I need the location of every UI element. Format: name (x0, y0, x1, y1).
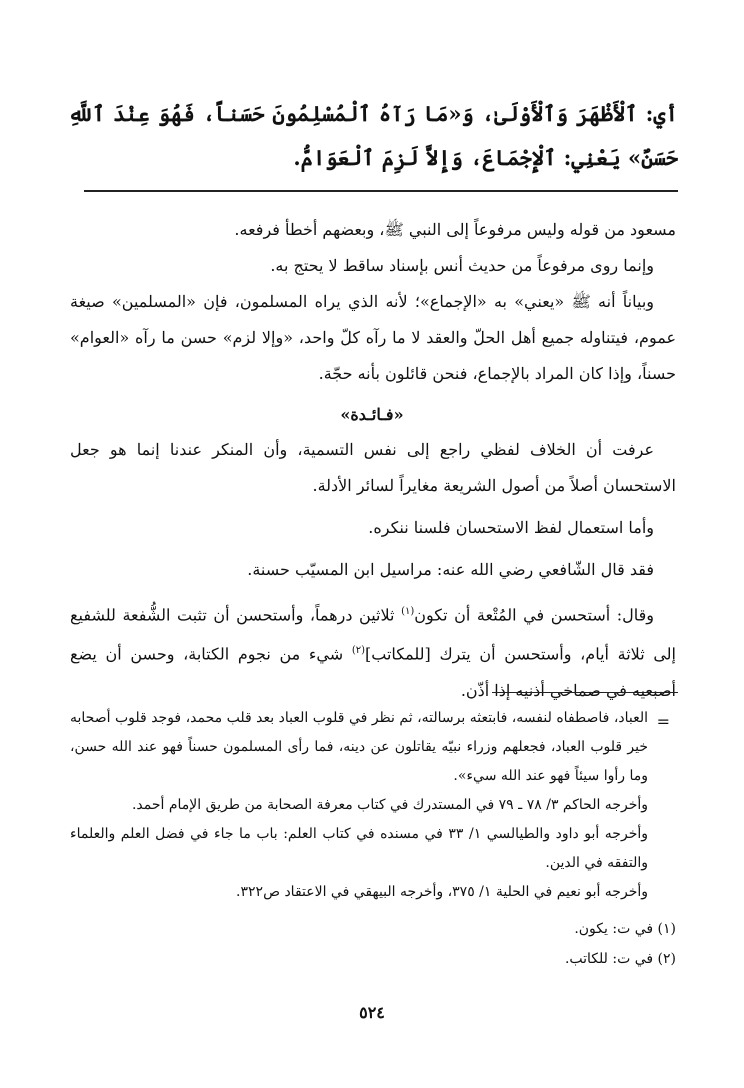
continuation-mark: = (656, 712, 670, 731)
paragraph-text: ثلاثين درهماً، وأستحسن أن تثبت الشُّفعة للشفيع إلى ثلاثة أيام، وأستحسن أن يترك [للمكاتب] (70, 605, 676, 664)
paragraph: وإنما روى مرفوعاً من حديث أنس بإسناد ساقط لا يحتج به. (270, 256, 654, 275)
footnote-1: (١) في ت: يكون. (574, 921, 676, 937)
paragraph: مسعود من قوله وليس مرفوعاً إلى النبي ﷺ، وبعضهم أخطأ فرفعه. (234, 220, 676, 239)
paragraph: فقد قال الشّافعي رضي الله عنه: مراسيل ابن المسيّب حسنة. (247, 560, 654, 579)
paragraph: وأما استعمال لفظ الاستحسان فلسنا ننكره. (368, 518, 654, 537)
section-heading: «فـائـدة» (340, 405, 404, 424)
footnote-rule (492, 692, 678, 693)
footnotes-block (70, 704, 648, 907)
note-line: العباد، فاصطفاه لنفسه، فابتعثه برسالته، ثم نظر في قلوب العباد بعد قلب محمد، فوجد قلوب أصحابه خير قلوب العباد، فجعلهم وزراء نبيّه يقاتلون عن دينه، فما رأى المسلمون حسناً فهو عند الله حسن، وما رأوا سيئاً فهو عند الله سيء». (70, 710, 648, 784)
paragraph-text: شيء من نجوم الكتابة، وحسن أن يضع أصبعيه في صماخي أذنيه إذا أذّن. (70, 644, 676, 700)
quran-citation: أي: ٱلْأَظْهَرَ وَٱلْأَوْلَىٰ، وَ«مَا رَآهُ ٱلْمُسْلِمُونَ حَسَناً، فَهُوَ عِنْدَ ٱللَّهِ حَسَنٌ» يَعْنِي: ٱلْإِجْمَاعَ، وَإِلاَّ لَزِمَ ٱلْعَوَامُّ. (68, 101, 678, 170)
note-line: وأخرجه أبو داود والطيالسي ١/ ٣٣ في مسنده في كتاب العلم: باب ما جاء في فضل العلم والعلماء والتفقه في الدين. (70, 826, 648, 871)
main-text-block (70, 432, 676, 715)
paragraph: عرفت أن الخلاف لفظي راجع إلى نفس التسمية، وأن المنكر عندنا إنما هو جعل الاستحسان أصلاً من أصول الشريعة مغايراً لسائر الأدلة. (70, 440, 676, 495)
footnote-continuation-block (70, 212, 676, 392)
paragraph-text: وقال: أستحسن في المُتْعة أن تكون (414, 605, 654, 625)
separator-rule (84, 190, 678, 192)
footnote-ref[interactable]: (١) (401, 606, 415, 617)
footnote-2: (٢) في ت: للكاتب. (564, 951, 676, 967)
page-number: ٥٢٤ (359, 1003, 385, 1022)
paragraph: وبياناً أنه ﷺ «يعني» به «الإجماع»؛ لأنه الذي يراه المسلمون، فإن «المسلمين» صيغة عموم، فيتناوله جميع أهل الحلّ والعقد لا ما رآه كلّ واحد، «وإلا لزم» حسن ما رآه «العوام» حسناً، وإذا كان المراد بالإجماع، فنحن قائلون بأنه حجّة. (70, 292, 676, 383)
footnote-ref[interactable]: (٢) (351, 645, 365, 657)
note-line: وأخرجه أبو نعيم في الحلية ١/ ٣٧٥، وأخرجه البيهقي في الاعتقاد ص٣٢٢. (236, 884, 648, 900)
note-line: وأخرجه الحاكم ٣/ ٧٨ ـ ٧٩ في المستدرك في كتاب معرفة الصحابة من طريق الإمام أحمد. (131, 797, 648, 813)
